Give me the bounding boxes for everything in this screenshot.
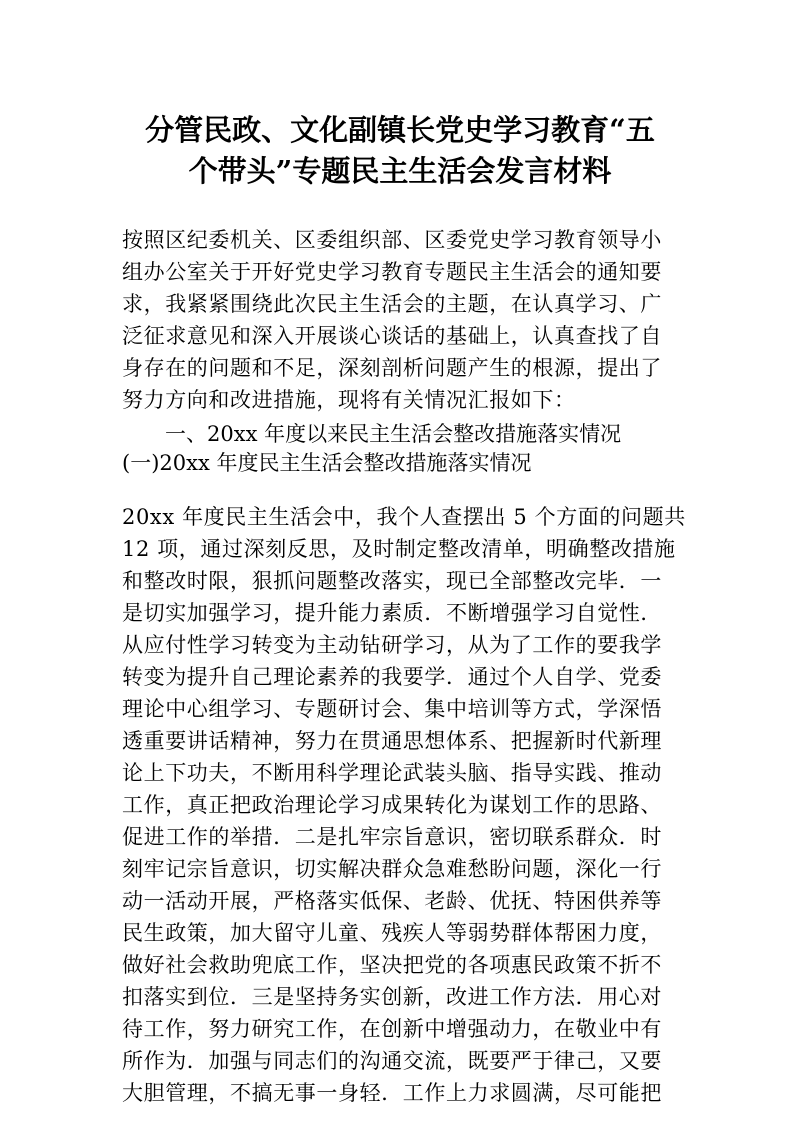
intro-line: 组办公室关于开好党史学习教育专题民主生活会的通知要 [122,260,662,284]
body-line: 和整改时限，狠抓问题整改落实，现已全部整改完毕．一 [122,569,662,593]
document-title-line-2: 个带头”专题民主生活会发言材料 [188,154,612,188]
body-line: 刻牢记宗旨意识，切实解决群众急难愁盼问题，深化一行 [122,857,662,881]
body-line: 促进工作的举措．二是扎牢宗旨意识，密切联系群众．时 [122,825,662,849]
body-line: 民生政策，加大留守儿童、残疾人等弱势群体帮困力度， [122,921,662,945]
body-line: 转变为提升自己理论素养的我要学．通过个人自学、党委 [122,665,662,689]
body-line: 20xx 年度民主生活会中，我个人查摆出 5 个方面的问题共 [122,505,686,529]
intro-line: 努力方向和改进措施，现将有关情况汇报如下： [122,388,576,412]
body-line: 论上下功夫，不断用科学理论武装头脑、指导实践、推动 [122,761,662,785]
body-line: 扣落实到位．三是坚持务实创新，改进工作方法．用心对 [122,985,662,1009]
body-line: 从应付性学习转变为主动钻研学习，从为了工作的要我学 [122,633,662,657]
body-line: 是切实加强学习，提升能力素质．不断增强学习自觉性． [122,601,662,625]
body-line: 做好社会救助兜底工作，坚决把党的各项惠民政策不折不 [122,953,662,977]
body-line: 理论中心组学习、专题研讨会、集中培训等方式，学深悟 [122,697,662,721]
body-line: 所作为．加强与同志们的沟通交流，既要严于律己，又要 [122,1049,662,1073]
body-line: 大胆管理，不搞无事一身轻．工作上力求圆满，尽可能把 [122,1081,662,1105]
body-line: 透重要讲话精神，努力在贯通思想体系、把握新时代新理 [122,729,662,753]
section-heading-2: (一)20xx 年度民主生活会整改措施落实情况 [122,451,532,475]
intro-line: 求，我紧紧围绕此次民主生活会的主题，在认真学习、广 [122,292,662,316]
section-heading-1: 一、20xx 年度以来民主生活会整改措施落实情况 [165,422,622,446]
body-line: 12 项，通过深刻反思，及时制定整改清单，明确整改措施 [122,537,676,561]
body-line: 工作，真正把政治理论学习成果转化为谋划工作的思路、 [122,793,662,817]
intro-line: 按照区纪委机关、区委组织部、区委党史学习教育领导小 [122,228,662,252]
intro-line: 泛征求意见和深入开展谈心谈话的基础上，认真查找了自 [122,324,662,348]
body-line: 待工作，努力研究工作，在创新中增强动力，在敬业中有 [122,1017,662,1041]
body-line: 动一活动开展，严格落实低保、老龄、优抚、特困供养等 [122,889,662,913]
document-title-line-1: 分管民政、文化副镇长党史学习教育“五 [145,113,655,147]
intro-line: 身存在的问题和不足，深刻剖析问题产生的根源，提出了 [122,356,662,380]
